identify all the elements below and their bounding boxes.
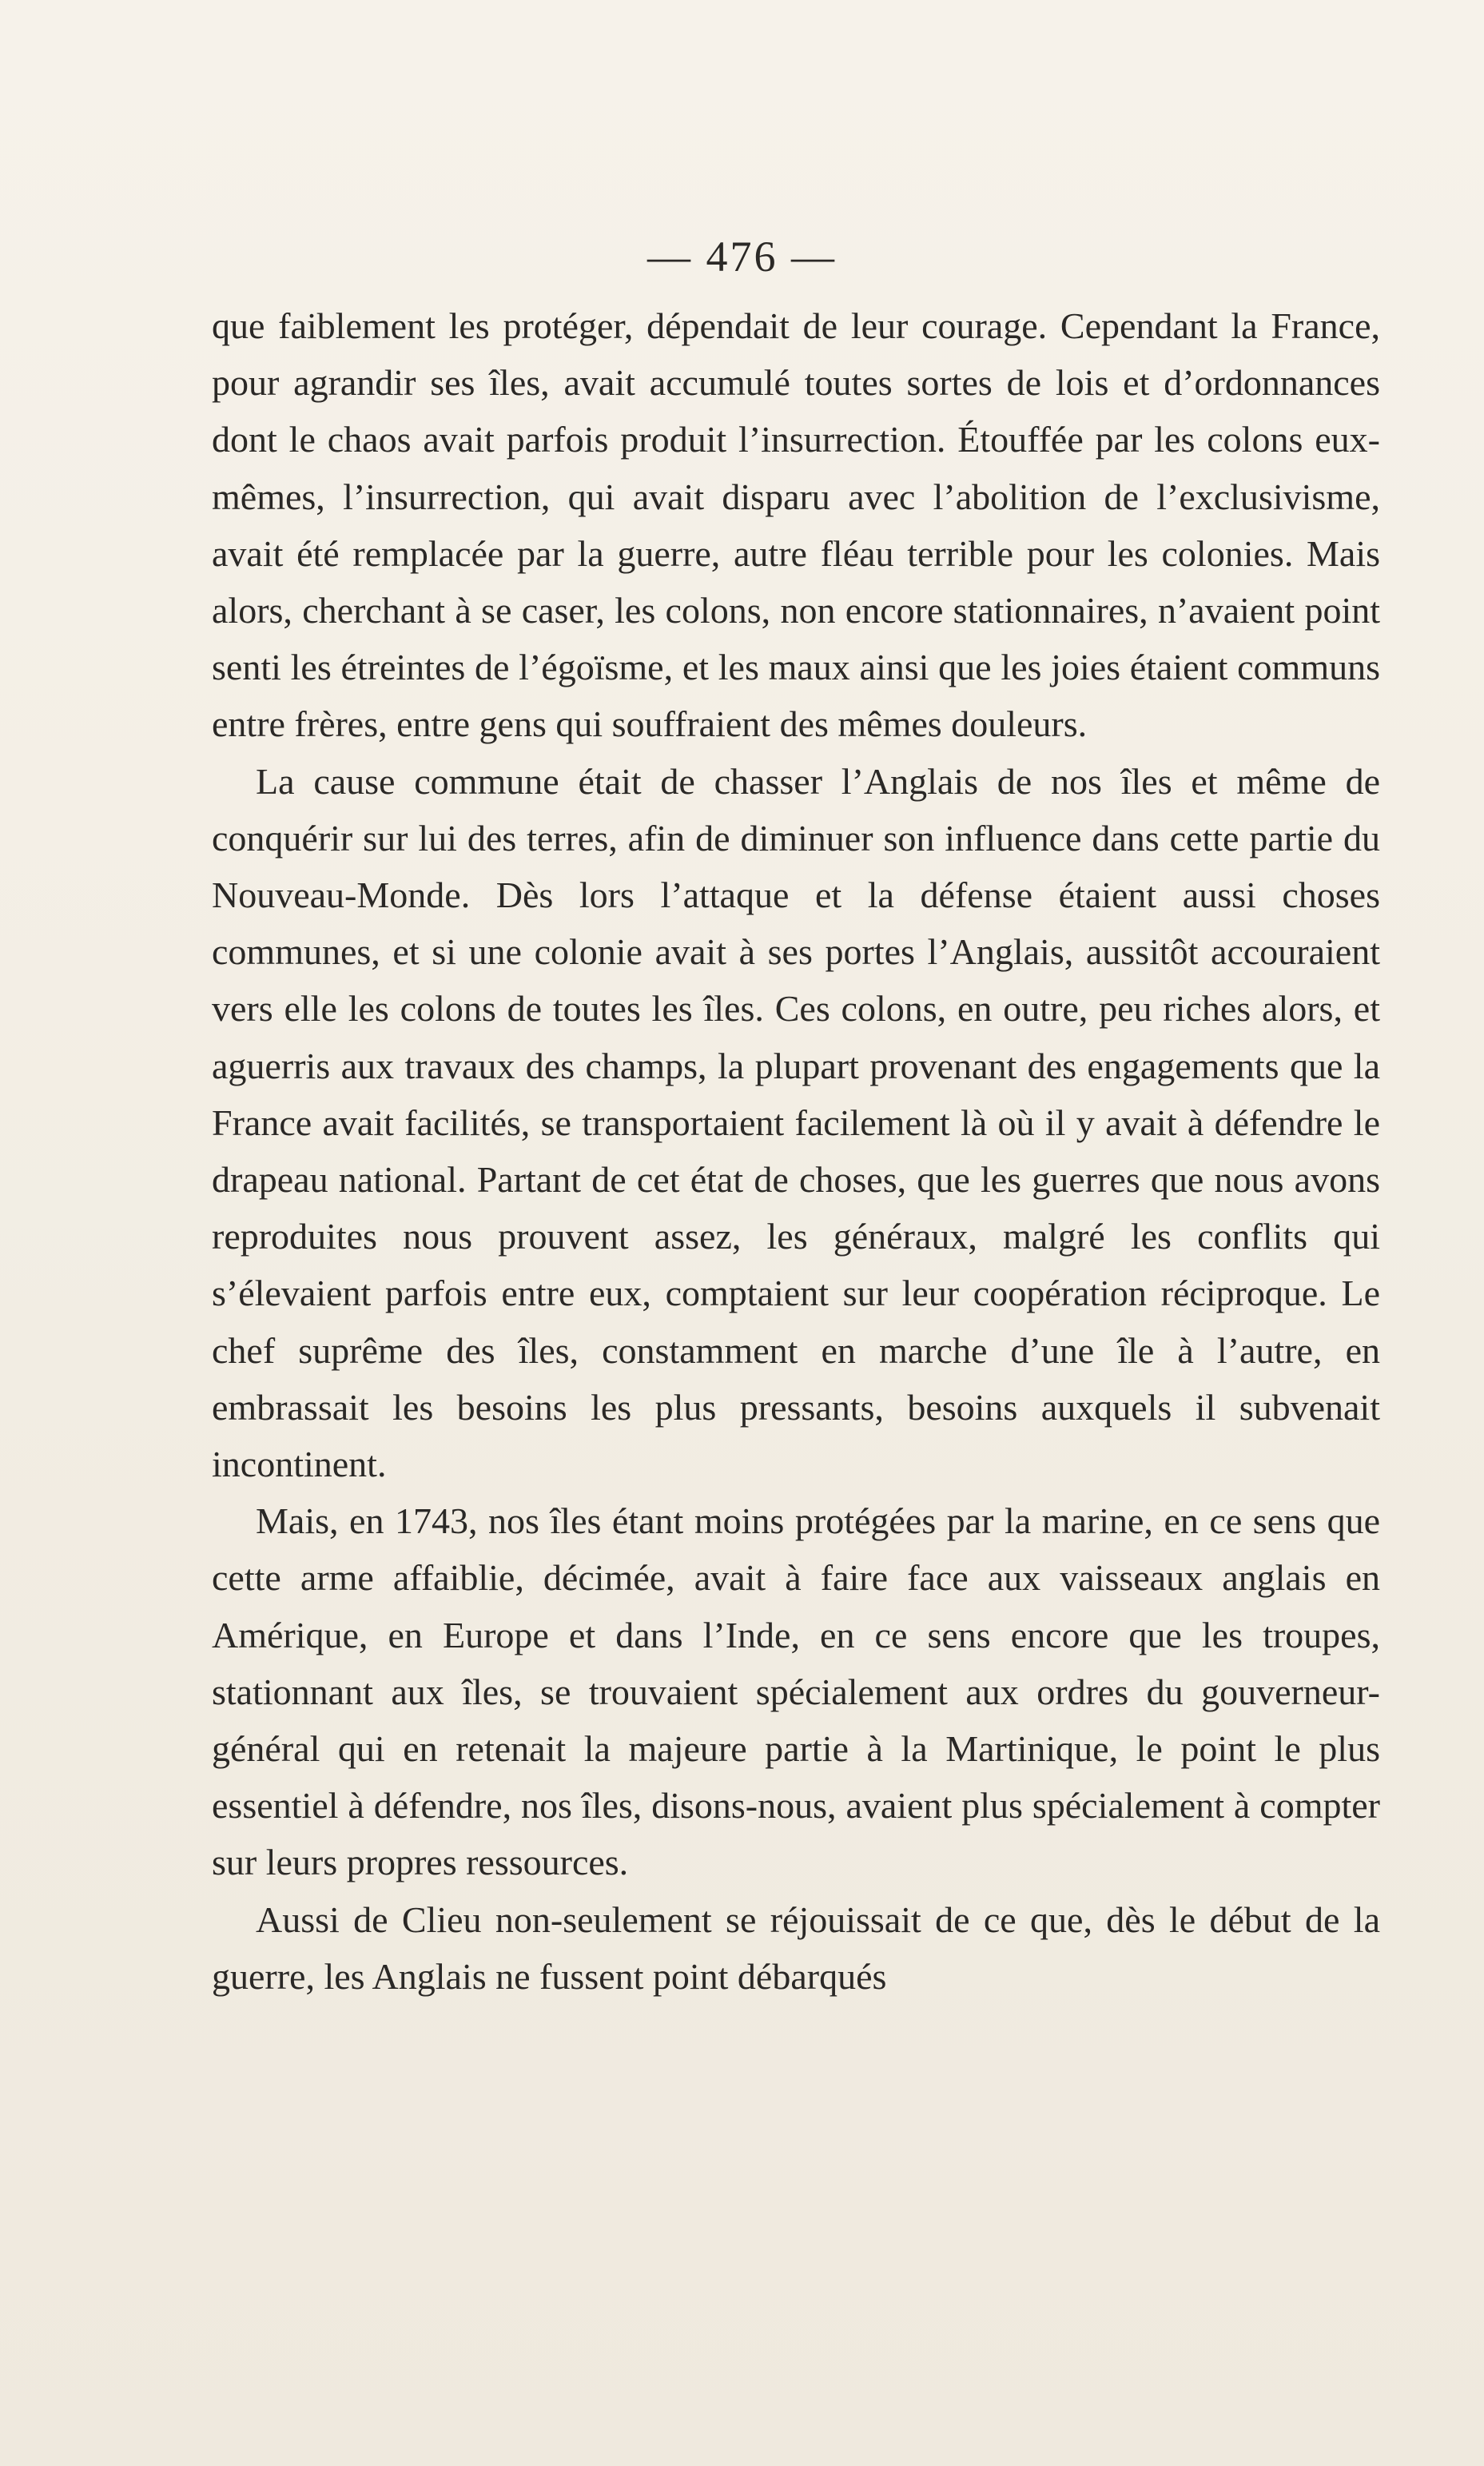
paragraph-4: Aussi de Clieu non-seulement se réjouissait de ce que, dès le début de la guerre, les Anglais ne fussent point débarqués: [212, 1898, 1380, 1997]
page-number: — 476 —: [647, 233, 837, 281]
paragraph-3: Mais, en 1743, nos îles étant moins protégées par la marine, en ce sens que cette arme affaiblie, décimée, avait à faire face aux vaisseaux anglais en Amérique, en Europe et dans l’Inde, en ce sens encore que les troupes, stationnant aux îles, se trouvaient spécialement aux ordres du gouverneur-général qui en retenait la majeure partie à la Martinique, le point le plus essentiel à défendre, nos îles, disons-nous, avaient plus spécialement à compter sur leurs propres ressources.: [212, 1500, 1380, 1883]
paragraph-2: La cause commune était de chasser l’Anglais de nos îles et même de conquérir sur lui des terres, afin de diminuer son influence dans cette partie du Nouveau-Monde. Dès lors l’attaque et la défense étaient aussi choses communes, et si une colonie avait à ses portes l’Anglais, aussitôt accouraient vers elle les colons de toutes les îles. Ces colons, en outre, peu riches alors, et aguerris aux travaux des champs, la plupart provenant des engagements que la France avait facilités, se transportaient facilement là où il y avait à défendre le drapeau national. Partant de cet état de choses, que les guerres que nous avons reproduites nous prouvent assez, les généraux, malgré les conflits qui s’élevaient parfois entre eux, comptaient sur leur coopération réciproque. Le chef suprême des îles, constamment en marche d’une île à l’autre, en embrassait les besoins les plus pressants, besoins auxquels il subvenait incontinent.: [212, 760, 1380, 1485]
paragraph-1: que faiblement les protéger, dépendait de leur courage. Cependant la France, pour agrandir ses îles, avait accumulé toutes sortes de lois et d’ordonnances dont le chaos avait parfois produit l’insurrection. Étouffée par les colons eux-mêmes, l’insurrection, qui avait disparu avec l’abolition de l’exclusivisme, avait été remplacée par la guerre, autre fléau terrible pour les colonies. Mais alors, cherchant à se caser, les colons, non encore stationnaires, n’avaient point senti les étreintes de l’égoïsme, et les maux ainsi que les joies étaient communs entre frères, entre gens qui souffraient des mêmes douleurs.: [212, 305, 1380, 745]
body-text: [212, 297, 1380, 2005]
